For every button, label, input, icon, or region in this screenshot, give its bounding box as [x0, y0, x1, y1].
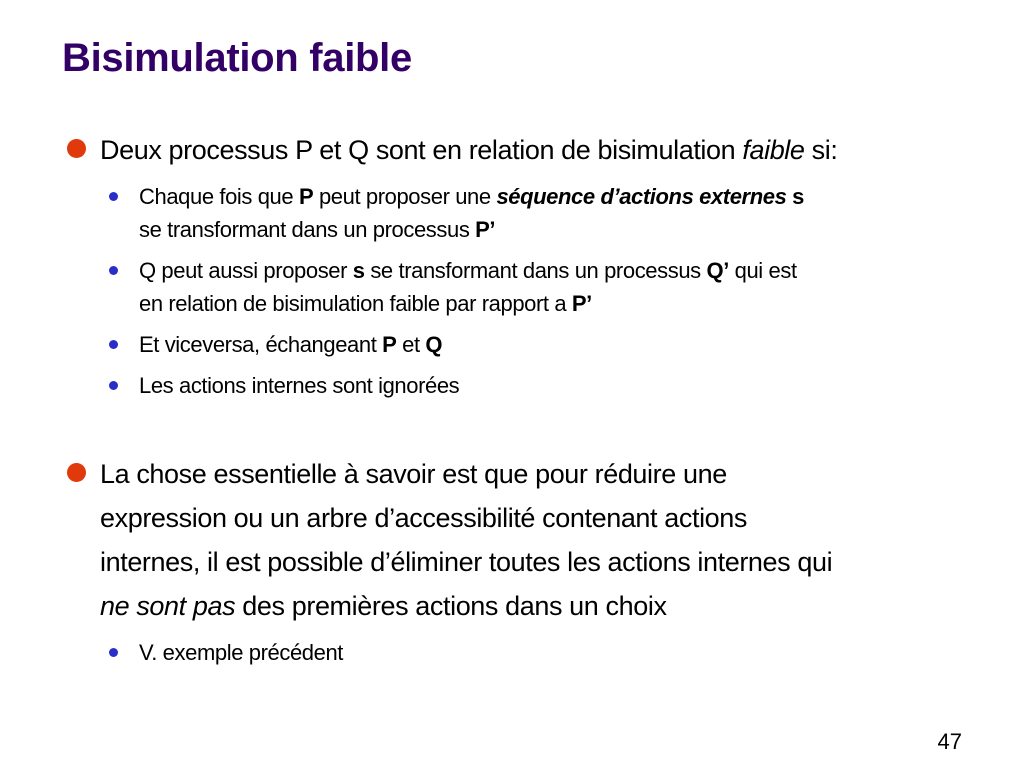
bullet-text: expression ou un arbre d’accessibilité contenant actions	[100, 503, 747, 533]
page-number: 47	[937, 729, 962, 754]
sub-bullet-text: peut proposer une	[313, 184, 497, 209]
slide-title: Bisimulation faible	[62, 36, 412, 80]
sub-bullet-text: Les actions internes sont ignorées	[139, 373, 460, 398]
bullet-text: Deux processus P et Q sont en relation de bisimulation	[100, 135, 743, 165]
sub-bullet-text: se transformant dans un processus	[364, 258, 707, 283]
bullet-text: internes, il est possible d’éliminer toutes les actions internes qui	[100, 547, 833, 577]
sub-bullet-text-bold-italic: séquence d’actions externes	[496, 184, 787, 209]
sub-bullet-text-bold: P	[382, 332, 397, 357]
sub-bullet-text: Q peut aussi proposer	[139, 258, 353, 283]
sub-bullet-text-bold: P	[298, 184, 314, 209]
bullet-text: des premières actions dans un choix	[235, 591, 667, 621]
sub-bullet-text-bold: Q’	[706, 258, 729, 283]
sub-bullet-text-bold: P’	[475, 217, 496, 242]
sub-bullet-q-proposes	[62, 254, 974, 320]
sub-bullet-text-bold: s	[786, 184, 804, 209]
level2-bullet-icon	[109, 648, 118, 657]
sub-bullet-text: Et viceversa, échangeant	[139, 332, 383, 357]
bullet-text: La chose essentielle à savoir est que pour réduire une	[100, 459, 727, 489]
sub-bullet-p-proposes	[62, 180, 974, 246]
level2-bullet-icon	[109, 266, 118, 275]
bullet-weak-bisimulation-definition	[62, 128, 974, 172]
sub-bullet-text: en relation de bisimulation faible par rapport a	[139, 291, 572, 316]
level1-bullet-icon	[67, 139, 86, 158]
slide-content	[62, 128, 974, 669]
level2-bullet-icon	[109, 340, 118, 349]
sub-bullet-text: et	[396, 332, 426, 357]
sub-bullet-text: qui est	[728, 258, 797, 283]
sub-bullet-internal-actions-ignored	[62, 369, 974, 402]
sub-bullet-text-bold: s	[352, 258, 365, 283]
bullet-text: si:	[804, 135, 838, 165]
sub-bullet-vice-versa	[62, 328, 974, 361]
bullet-essential-point	[62, 452, 974, 628]
sub-bullet-text: V. exemple précédent	[139, 640, 343, 665]
sub-bullet-text-bold: Q	[425, 332, 443, 357]
sub-bullet-see-example	[62, 636, 974, 669]
sub-bullet-text: Chaque fois que	[139, 184, 299, 209]
level2-bullet-icon	[109, 192, 118, 201]
bullet-text-italic: ne sont pas	[100, 591, 236, 621]
sub-bullet-text-bold: P’	[571, 291, 592, 316]
sub-bullet-text: se transformant dans un processus	[139, 217, 476, 242]
level1-bullet-icon	[67, 463, 86, 482]
bullet-text-italic: faible	[742, 135, 805, 165]
level2-bullet-icon	[109, 381, 118, 390]
